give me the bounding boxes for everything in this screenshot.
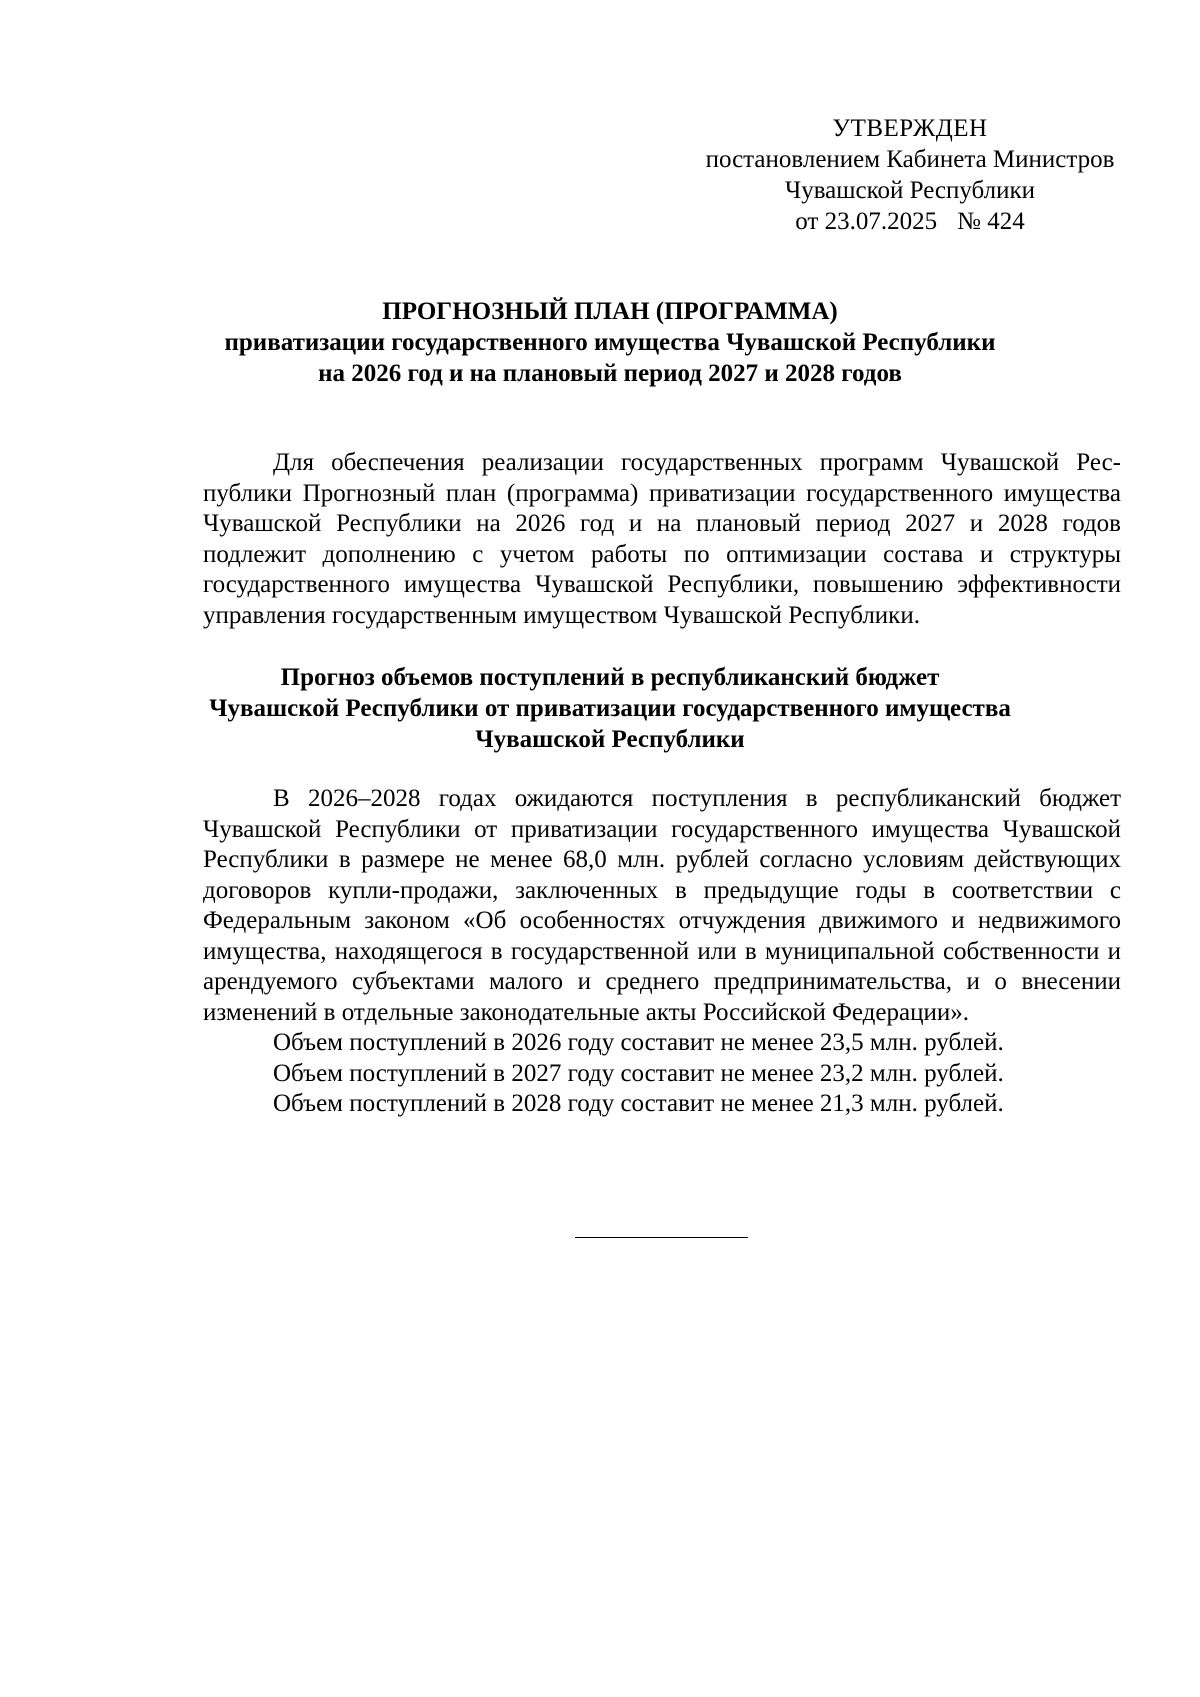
- intro-paragraph: Для обеспечения реализации государственных программ Чувашской Республики Прогнозный план (программа) приватизации государственного имущества Чувашской Республики на 2026 год и на плановый период 2027 и 2028 годов подлежит дополнению с учетом работы по оптимизации состава и структуры государственного имущества Чувашской Республики, повышению эффективности управления государственным имуществом Чувашской Республики.: [203, 449, 1121, 629]
- approval-region: Чувашской Республики: [784, 177, 1036, 204]
- end-divider: [575, 1237, 748, 1238]
- section-heading-line-3: Чувашской Республики: [475, 726, 745, 753]
- approval-date: от 23.07.2025: [795, 208, 938, 235]
- title-line-3: на 2026 год и на плановый период 2027 и 2028 годов: [318, 360, 902, 387]
- section-heading-line-1: Прогноз объемов поступлений в республиканский бюджет: [280, 664, 940, 691]
- title-line-2: приватизации государственного имущества Чувашской Республики: [224, 329, 996, 356]
- approval-stamp: [680, 113, 1140, 237]
- revenue-2028: Объем поступлений в 2028 году составит не менее 21,3 млн. рублей.: [273, 1090, 1004, 1117]
- revenue-paragraph: В 2026–2028 годах ожидаются поступления в республиканский бюджет Чувашской Республики от приватизации государственного имущества Чувашской Республики в размере не менее 68,0 млн. рублей согласно условиям действующих договоров купли-продажи, заключенных в предыдущие годы в соответствии с Федеральным законом «Об особенностях отчуждения движимого и недвижимого имущества, находящегося в государственной или в муниципальной собственности и арендуемого субъектами малого и среднего предпринимательства, и о внесении изменений в отдельные законодательные акты Российской Федерации».: [203, 785, 1121, 1026]
- approval-number: № 424: [957, 208, 1025, 235]
- document-title: [180, 296, 1040, 389]
- revenue-2026: Объем поступлений в 2026 году составит не менее 23,5 млн. рублей.: [273, 1029, 1004, 1056]
- revenue-2027: Объем поступлений в 2027 году составит не менее 23,2 млн. рублей.: [273, 1059, 1004, 1087]
- approval-authority: постановлением Кабинета Министров: [705, 146, 1115, 173]
- approval-date-line: [680, 206, 1140, 237]
- section-heading: [180, 662, 1040, 755]
- revenue-section: [203, 784, 1121, 1120]
- intro-section: [203, 448, 1121, 631]
- section-heading-line-2: Чувашской Республики от приватизации государственного имущества: [209, 695, 1011, 722]
- approval-heading: УТВЕРЖДЕН: [832, 115, 988, 142]
- title-line-1: ПРОГНОЗНЫЙ ПЛАН (ПРОГРАММА): [382, 298, 838, 325]
